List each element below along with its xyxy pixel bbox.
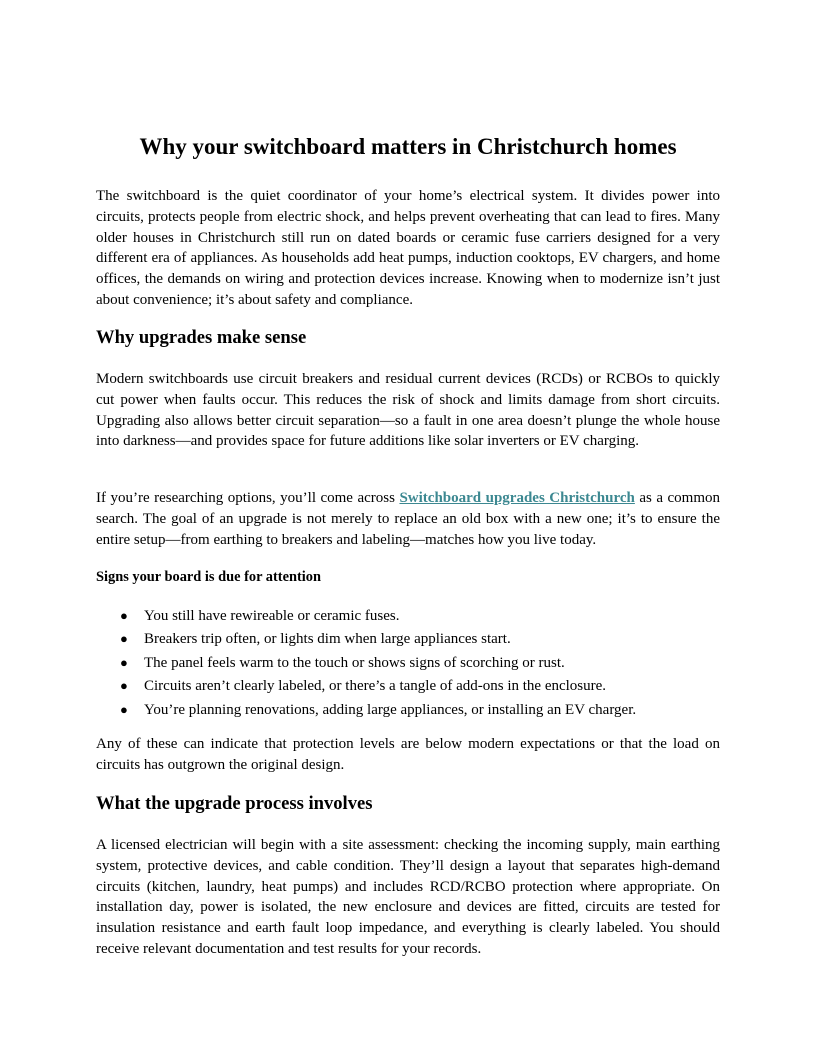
signs-heading: Signs your board is due for attention — [96, 569, 321, 585]
bullet-dot-icon: ● — [120, 631, 128, 647]
document-title: Why your switchboard matters in Christchurch homes — [139, 134, 677, 159]
bullet-item — [96, 606, 720, 629]
section-heading-upgrade-process: What the upgrade process involves — [96, 793, 373, 814]
search-paragraph-text-before: If you’re researching options, you’ll come across — [96, 490, 400, 506]
signs-bullet-list — [96, 606, 720, 723]
bullet-dot-icon: ● — [120, 654, 128, 670]
bullet-text: You’re planning renovations, adding large appliances, or installing an EV charger. — [144, 701, 637, 718]
bullet-dot-icon: ● — [120, 678, 128, 694]
bullet-item — [96, 629, 720, 652]
bullet-text: You still have rewireable or ceramic fuses. — [144, 608, 400, 624]
intro-paragraph: The switchboard is the quiet coordinator of your home’s electrical system. It divides power into circuits, protects people from electric shock, and helps prevent overheating that can lead to fires. Many older houses in Christchurch still run on dated boards or ceramic fuse carriers designed for a very different era of appliances. As households add heat pumps, induction cooktops, EV chargers, and home offices, the demands on wiring and protection devices increase. Knowing when to modernize isn’t just about convenience; it’s about safety and compliance. — [96, 188, 720, 308]
bullet-text: Breakers trip often, or lights dim when large appliances start. — [144, 631, 511, 648]
search-paragraph-text-after: as a common search. The goal of an upgrade is not merely to replace an old box with a new one; it’s to ensure the entire setup—from earthing to breakers and labeling—matches how you live today. — [96, 490, 721, 548]
upgrade-process-paragraph: A licensed electrician will begin with a site assessment: checking the incoming supply, main earthing system, protective devices, and cable condition. They’ll design a layout that separates high-demand circuits (kitchen, laundry, heat pumps) and includes RCD/RCBO protection where appropriate. On installation day, power is isolated, the new enclosure and devices are fitted, circuits are tested for insulation resistance and earth fault loop impedance, and everything is clearly labeled. You should receive relevant documentation and test results for your records. — [96, 837, 720, 957]
bullet-item — [96, 676, 720, 699]
why-upgrades-paragraph: Modern switchboards use circuit breakers and residual current devices (RCDs) or RCBOs to quickly cut power when faults occur. This reduces the risk of shock and limits damage from short circuits. Upgrading also allows better circuit separation—so a fault in one area doesn’t plunge the whole house into darkness—and provides space for future additions like solar inverters or EV charging. — [96, 371, 720, 450]
bullet-item — [96, 700, 720, 723]
bullet-dot-icon: ● — [120, 701, 128, 717]
switchboard-upgrades-link[interactable]: Switchboard upgrades Christchurch — [399, 490, 635, 506]
bullet-text: Circuits aren’t clearly labeled, or there’s a tangle of add-ons in the enclosure. — [144, 678, 607, 695]
signs-summary-paragraph: Any of these can indicate that protection levels are below modern expectations or that the load on circuits has outgrown the original design. — [96, 736, 720, 773]
bullet-item — [96, 653, 720, 676]
bullet-text: The panel feels warm to the touch or shows signs of scorching or rust. — [144, 654, 565, 671]
bullet-dot-icon: ● — [120, 608, 128, 623]
section-heading-why-upgrades: Why upgrades make sense — [96, 327, 307, 348]
search-paragraph — [96, 488, 720, 550]
